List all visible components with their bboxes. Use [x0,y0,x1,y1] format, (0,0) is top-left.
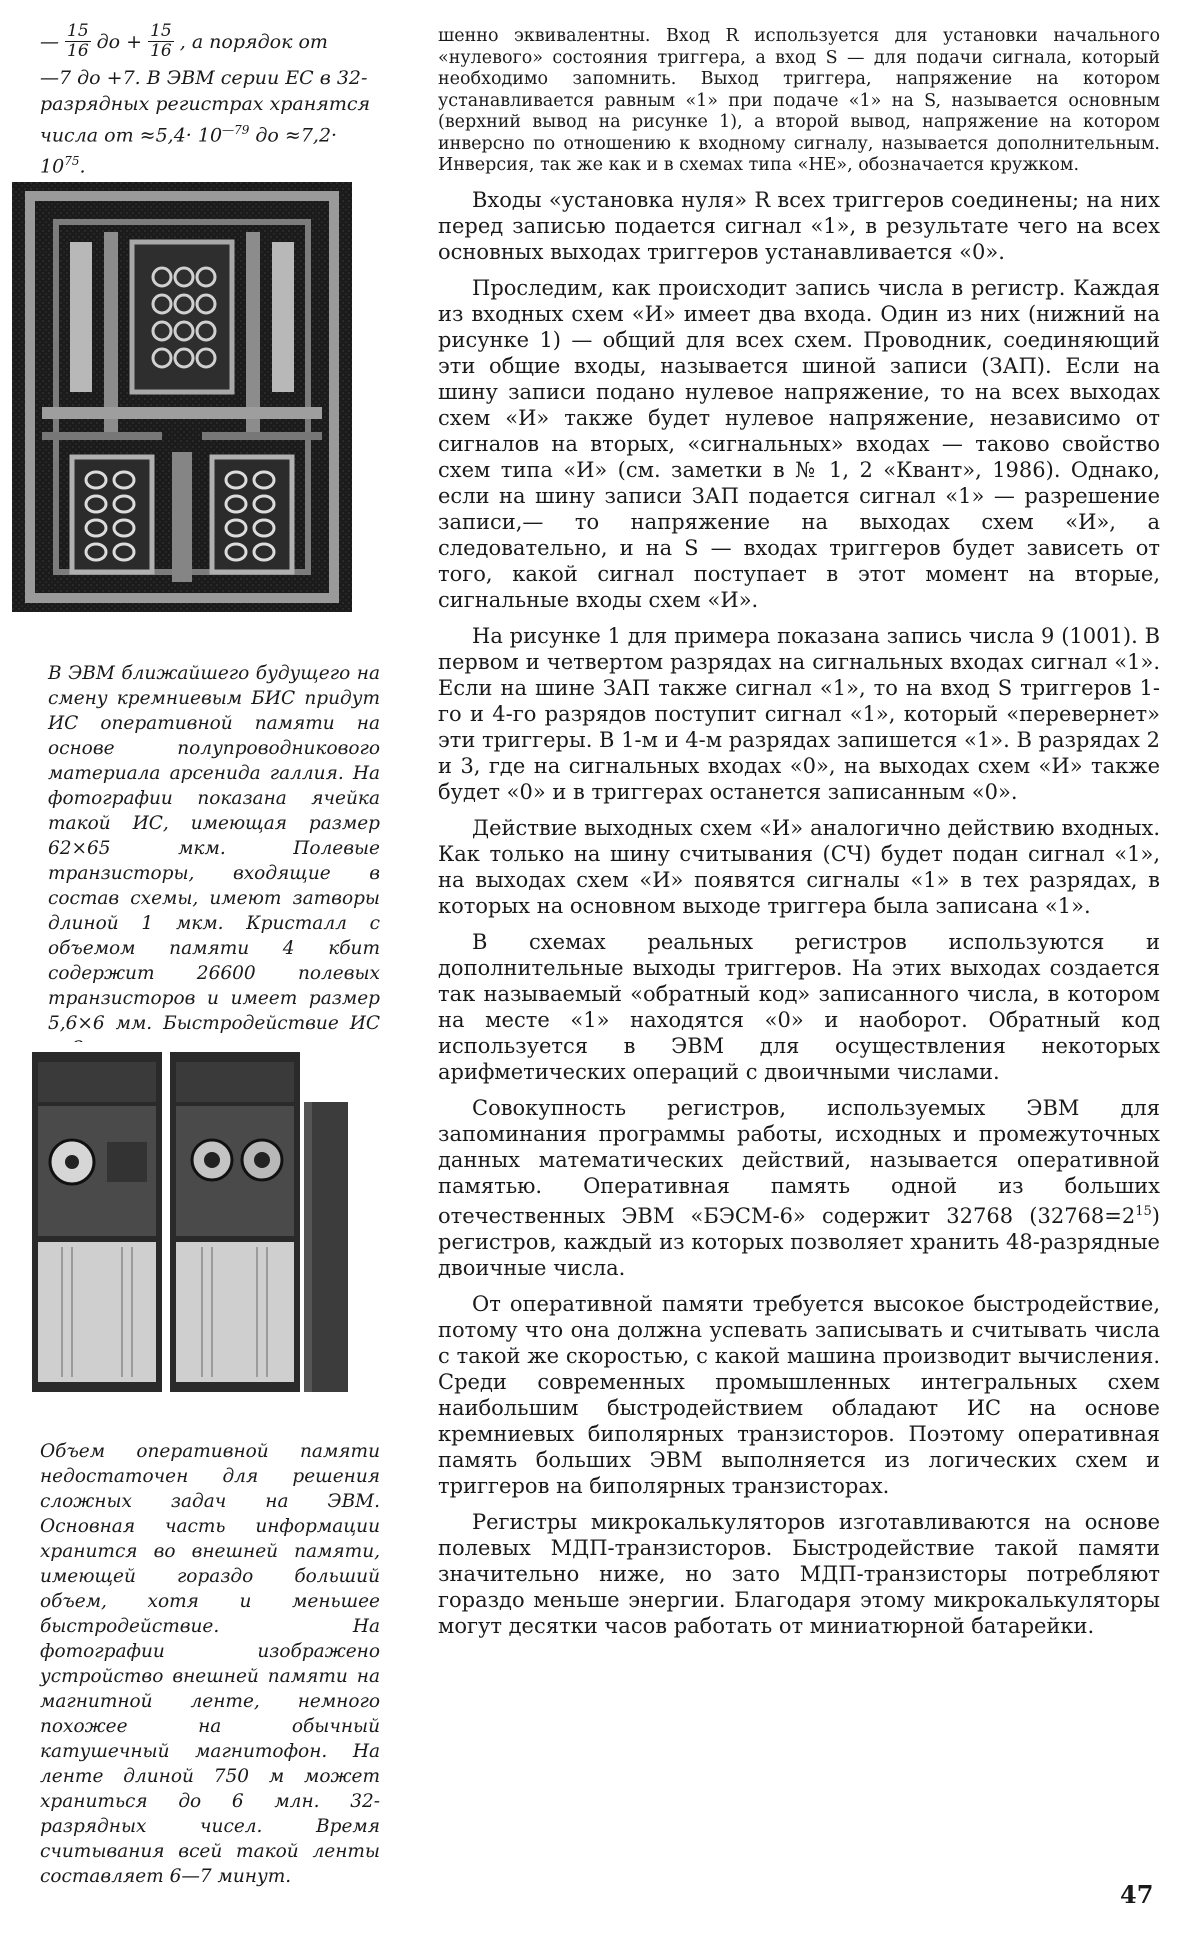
left-intro-text [40,65,385,180]
fraction-a [65,22,91,61]
ic-chip-photo [12,182,352,612]
besm-text: Совокупность регистров, используемых ЭВМ для запоминания программы работы, исходных и промежуточных данных математических действий, называется оперативной памятью. Оперативная память одной из больших отечественных ЭВМ «БЭСМ-6» содержит 32768 (32768=2 [438,1095,1160,1228]
paragraph: В схемах реальных регистров используются и дополнительные выходы триггеров. На этих выходах создается так называемый «обратный код» записанного числа, в котором на месте «1» находятся «0» и наоборот. Обратный код используется в ЭВМ для осуществления некоторых арифметических операций с двоичными числами. [438,929,1160,1084]
fraction-line [40,22,385,61]
intro-mid: до ≈7,2· 10 [40,124,338,178]
intro-end: . [79,155,86,178]
intro-exponent-2: 75 [64,154,80,169]
ic-chip-image [12,182,352,612]
paragraph: Регистры микрокалькуляторов изготавливаются на основе полевых МДП-транзисторов. Быстродействие такой памяти значительно ниже, но зато МДП-транзисторы потребляют гораздо меньше энергии. Благодаря этому микрокалькуляторы могут десятки часов работать от миниатюрной батарейки. [438,1509,1160,1638]
besm-exponent: 15 [1135,1203,1152,1219]
intro-exponent-1: —79 [222,123,250,137]
ic-chip-caption: В ЭВМ ближайшего будущего на смену кремниевым БИС придут ИС оперативной памяти на основе полупроводникового материала арсенида галлия. На фотографии показана ячейка такой ИС, имеющая размер 62×65 мкм. Полевые транзисторы, входящие в состав схемы, имеют затворы длиной 1 мкм. Кристалл с объемом памяти 4 кбит содержит 26600 полевых транзисторов и имеет размер 5,6×6 мм. Быстродействие ИС [48,662,380,1034]
paragraph-besm [438,1095,1160,1281]
fraction-a-denominator: 16 [67,41,89,61]
paragraph: Входы «установка нуля» R всех триггеров соединены; на них перед записью подается сигнал «1», в результате чего на всех основных выходах триггеров устанавливается «0». [438,187,1160,264]
tape-drive-caption: Объем оперативной памяти недостаточен для решения сложных задач на ЭВМ. Основная часть информации хранится во внешней памяти, имеющей гораздо больший объем, хотя и меньшее быстродействие. На фотографии изображено устройство внешней памяти на магнитной ленте, немного похожее на обычный катушечный магнитофон. На ленте длиной 750 м может храниться до 6 млн. 32-разрядных чисел. Время считывания всей такой ленты составляет 6—7 минут. [40,1440,380,1887]
paragraph: Действие выходных схем «И» аналогично действию входных. Как только на шину считывания (СЧ) будет подан сигнал «1», на выходах схем «И» появятся сигналы «1» в тех разрядах, в которых на основном выходе триггера была записана «1». [438,815,1160,918]
paragraph: Проследим, как происходит запись числа в регистр. Каждая из входных схем «И» имеет два входа. Один из них (нижний на рисунке 1) — общий для всех схем. Проводник, соединяющий эти общие входы, называется шиной записи (ЗАП). Если на шину записи подано нулевое напряжение, то на всех выходах схем «И» также будет нулевое напряжение, независимо от сигналов на вторых, «сигнальных» входах — таково свойство схем типа «И» (см. заметки в № 1, 2 «Квант», 1986). Однако, если на шину записи ЗАП подается сигнал «1» — разрешение записи,— то напряжение на выходах схем «И», а следовательно, и на S — входах триггеров будет зависеть от того, какой сигнал поступает в этот момент на вторые, сигнальные входы схем «И». [438,275,1160,612]
paragraph: От оперативной памяти требуется высокое быстродействие, потому что она должна успевать записывать и считывать числа с такой же скоростью, с какой машина производит вычисления. Среди современных промышленных интегральных схем наибольшим быстродействием обладают ИС на основе кремниевых биполярных транзисторов. Поэтому оперативная память больших ЭВМ выполняется из логических схем и триггеров на биполярных транзисторах. [438,1291,1160,1498]
besm-text-end: ) регистров, каждый из которых позволяет хранить 48-разрядные двоичные числа. [438,1203,1160,1280]
fraction-b-numerator: 15 [150,21,172,41]
fraction-a-numerator: 15 [67,21,89,41]
page-number: 47 [1120,1880,1154,1909]
fraction-b [148,22,174,61]
fraction-prefix: — [40,30,59,53]
right-column [438,26,1160,1649]
left-column [40,22,385,180]
tape-drive-image [12,1042,352,1402]
paragraph: На рисунке 1 для примера показана запись числа 9 (1001). В первом и четвертом разрядах на сигнальных входах сигнал «1». Если на шине ЗАП также сигнал «1», то на вход S триггеров 1-го и 4-го разрядов поступит сигнал «1», который «перевернет» эти триггеры. В 1-м и 4-м разрядах запишется «1». В разрядах 2 и 3, где на сигнальных входах «0», на выходах схем «И» также будет «0» и в триггерах останется записанным «0». [438,623,1161,804]
paragraph: шенно эквивалентны. Вход R используется для установки начального «нулевого» состояния триггера, а вход S — для подачи сигнала, который необходимо запомнить. Выход триггера, напряжение на котором устанавливается равным «1» при подаче «1» на S, называется основным (верхний вывод на рисунке 1), а второй вывод, напряжение на котором инверсно по отношению к входному сигналу, называется дополнительным. Инверсия, так же как и в схемах типа «НЕ», обозначается кружком. [438,26,1160,175]
fraction-mid: до + [96,30,143,53]
fraction-b-denominator: 16 [150,41,172,61]
tape-drive-photo [12,1042,352,1402]
intro-text: —7 до +7. В ЭВМ серии ЕС в 32-разрядных регистрах хранятся числа от ≈5,4· 10 [40,67,371,147]
fraction-suffix: , а порядок от [179,30,328,53]
